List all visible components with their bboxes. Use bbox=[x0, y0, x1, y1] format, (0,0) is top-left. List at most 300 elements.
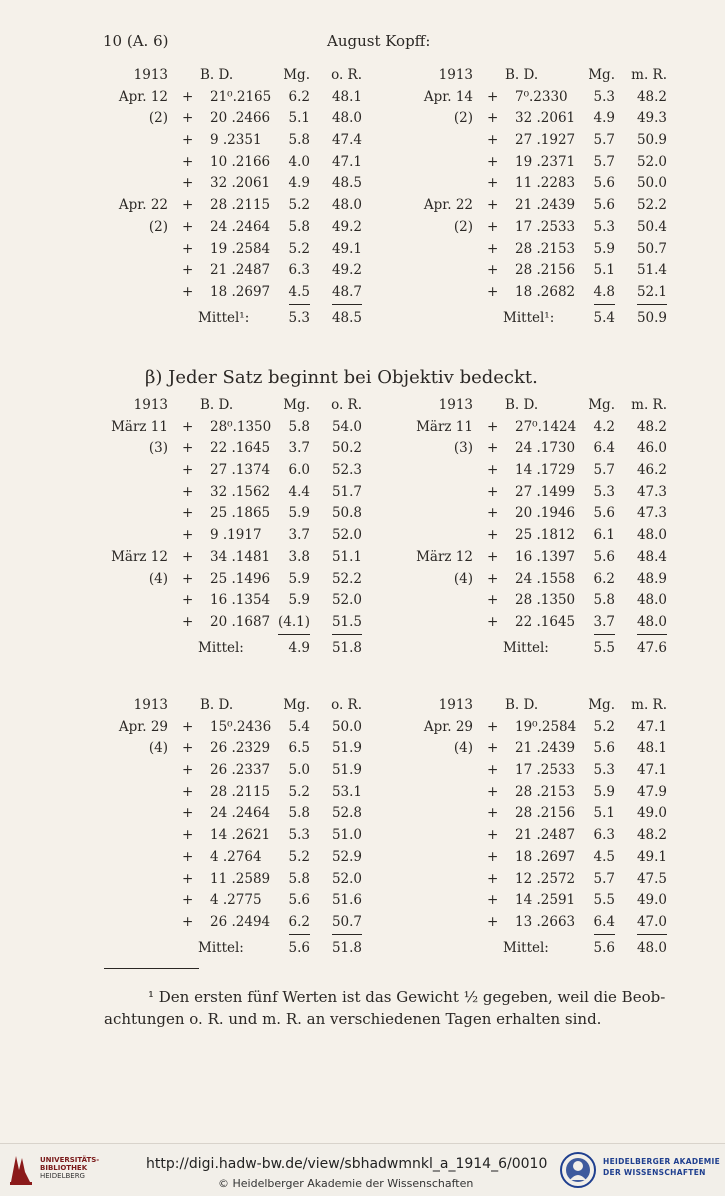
mittel-label: Mittel: bbox=[198, 639, 244, 656]
cell-r: 52.2 bbox=[331, 570, 362, 587]
cell-bd: 18 .2682 bbox=[515, 283, 576, 300]
cell-sign: + bbox=[182, 613, 194, 630]
cell-bd: 28 .2156 bbox=[515, 805, 576, 822]
cell-mg: 5.6 bbox=[593, 175, 615, 192]
cell-bd: 21⁰.2165 bbox=[210, 88, 272, 105]
cell-bd: 34 .1481 bbox=[210, 548, 271, 565]
table-6 bbox=[405, 695, 695, 959]
cell-bd: 26 .2329 bbox=[210, 740, 271, 757]
mittel-row bbox=[100, 308, 380, 330]
table-row bbox=[100, 525, 380, 547]
table-row bbox=[405, 890, 695, 912]
cell-date: März 12 bbox=[111, 548, 168, 565]
cell-sign: + bbox=[182, 175, 194, 192]
mittel-mg: 5.6 bbox=[593, 939, 615, 956]
cell-sign: + bbox=[182, 527, 194, 544]
academy-name-1: HEIDELBERGER AKADEMIE bbox=[603, 1157, 721, 1166]
cell-sign: + bbox=[182, 762, 194, 779]
cell-bd: 28⁰.1350 bbox=[210, 418, 272, 435]
table-row bbox=[100, 108, 380, 130]
table-row bbox=[405, 503, 695, 525]
cell-r: 48.4 bbox=[636, 548, 667, 565]
mittel-row bbox=[100, 638, 380, 660]
cell-sign: + bbox=[182, 440, 194, 457]
table-row bbox=[100, 417, 380, 439]
cell-r: 50.7 bbox=[332, 912, 362, 935]
cell-date: (4) bbox=[148, 740, 168, 757]
page-number: 10 (A. 6) bbox=[103, 32, 169, 50]
cell-r: 50.8 bbox=[331, 505, 362, 522]
footnote-rule bbox=[104, 968, 199, 969]
cell-r: 51.9 bbox=[331, 740, 362, 757]
cell-sign: + bbox=[487, 175, 499, 192]
cell-sign: + bbox=[487, 762, 499, 779]
cell-date: (3) bbox=[453, 440, 473, 457]
cell-bd: 19 .2371 bbox=[515, 153, 576, 170]
table-header-row bbox=[405, 65, 695, 87]
cell-mg: 5.6 bbox=[593, 740, 615, 757]
cell-mg: 4.5 bbox=[289, 282, 310, 305]
cell-sign: + bbox=[182, 197, 194, 214]
cell-r: 51.4 bbox=[636, 262, 667, 279]
cell-mg: 5.2 bbox=[288, 240, 310, 257]
cell-mg: 4.4 bbox=[288, 483, 310, 500]
cell-r: 51.6 bbox=[331, 892, 362, 909]
cell-sign: + bbox=[182, 783, 194, 800]
cell-r: 50.0 bbox=[636, 175, 667, 192]
cell-mg: 5.9 bbox=[593, 783, 615, 800]
cell-r: 46.2 bbox=[636, 462, 667, 479]
cell-mg: 6.3 bbox=[288, 262, 310, 279]
cell-sign: + bbox=[487, 527, 499, 544]
academy-seal-icon bbox=[560, 1150, 596, 1190]
mittel-mg: 4.9 bbox=[288, 639, 310, 656]
table-2 bbox=[405, 65, 695, 329]
cell-date: (2) bbox=[148, 110, 168, 127]
cell-mg: 5.1 bbox=[288, 110, 310, 127]
cell-mg: 6.1 bbox=[593, 527, 615, 544]
cell-sign: + bbox=[182, 262, 194, 279]
cell-sign: + bbox=[182, 462, 194, 479]
header-year: 1913 bbox=[133, 397, 168, 413]
cell-bd: 21 .2439 bbox=[515, 197, 576, 214]
cell-mg: 3.7 bbox=[288, 527, 310, 544]
cell-bd: 28 .1350 bbox=[515, 592, 576, 609]
cell-mg: 5.3 bbox=[593, 762, 615, 779]
cell-r: 48.0 bbox=[331, 197, 362, 214]
mittel-mg: 5.6 bbox=[288, 939, 310, 956]
cell-bd: 18 .2697 bbox=[210, 283, 271, 300]
cell-mg: 6.0 bbox=[288, 462, 310, 479]
cell-r: 46.0 bbox=[636, 440, 667, 457]
cell-date: (4) bbox=[453, 570, 473, 587]
table-row bbox=[405, 590, 695, 612]
section-title: β) Jeder Satz beginnt bei Objektiv bedeckt. bbox=[145, 367, 538, 388]
table-row bbox=[405, 460, 695, 482]
cell-mg: (4.1) bbox=[278, 612, 310, 635]
cell-date: (2) bbox=[453, 218, 473, 235]
cell-mg: 4.0 bbox=[288, 153, 310, 170]
table-4 bbox=[405, 395, 695, 659]
mittel-row bbox=[100, 938, 380, 960]
cell-bd: 27⁰.1424 bbox=[515, 418, 577, 435]
cell-r: 48.1 bbox=[636, 740, 667, 757]
cell-mg: 3.7 bbox=[594, 612, 615, 635]
cell-r: 48.2 bbox=[636, 418, 667, 435]
cell-r: 52.2 bbox=[636, 197, 667, 214]
table-row bbox=[405, 738, 695, 760]
cell-mg: 5.0 bbox=[288, 762, 310, 779]
cell-sign: + bbox=[487, 827, 499, 844]
table-row bbox=[405, 417, 695, 439]
cell-r: 51.9 bbox=[331, 762, 362, 779]
cell-sign: + bbox=[182, 153, 194, 170]
cell-mg: 5.8 bbox=[593, 592, 615, 609]
table-header-row bbox=[100, 695, 380, 717]
cell-bd: 14 .1729 bbox=[515, 462, 576, 479]
cell-mg: 5.6 bbox=[288, 892, 310, 909]
header-mg: Mg. bbox=[588, 397, 615, 413]
cell-r: 52.0 bbox=[636, 153, 667, 170]
cell-sign: + bbox=[182, 913, 194, 930]
cell-sign: + bbox=[487, 132, 499, 149]
cell-bd: 32 .2061 bbox=[515, 110, 576, 127]
table-row bbox=[405, 717, 695, 739]
cell-bd: 20 .1687 bbox=[210, 613, 271, 630]
library-logo-icon bbox=[8, 1152, 34, 1186]
cell-r: 49.2 bbox=[331, 262, 362, 279]
cell-r: 48.1 bbox=[331, 88, 362, 105]
cell-mg: 6.5 bbox=[288, 740, 310, 757]
cell-mg: 4.5 bbox=[593, 848, 615, 865]
cell-r: 48.0 bbox=[331, 110, 362, 127]
cell-sign: + bbox=[487, 483, 499, 500]
cell-sign: + bbox=[182, 592, 194, 609]
table-row bbox=[405, 547, 695, 569]
cell-sign: + bbox=[182, 740, 194, 757]
cell-r: 54.0 bbox=[331, 418, 362, 435]
cell-bd: 9 .1917 bbox=[210, 527, 262, 544]
cell-sign: + bbox=[487, 913, 499, 930]
cell-bd: 10 .2166 bbox=[210, 153, 271, 170]
footnote-line-1: ¹ Den ersten fünf Werten ist das Gewicht ½ gegeben, weil die Beob- bbox=[148, 988, 666, 1006]
cell-r: 47.9 bbox=[636, 783, 667, 800]
cell-date: März 11 bbox=[416, 418, 473, 435]
cell-mg: 6.2 bbox=[288, 88, 310, 105]
cell-mg: 5.2 bbox=[288, 197, 310, 214]
mittel-r: 51.8 bbox=[331, 639, 362, 656]
table-row bbox=[100, 782, 380, 804]
cell-bd: 32 .1562 bbox=[210, 483, 271, 500]
mittel-r: 47.6 bbox=[636, 639, 667, 656]
cell-r: 47.0 bbox=[637, 912, 667, 935]
cell-mg: 5.2 bbox=[288, 848, 310, 865]
mittel-row bbox=[405, 938, 695, 960]
table-row bbox=[405, 282, 695, 304]
cell-date: Apr. 12 bbox=[118, 88, 168, 105]
copyright: © Heidelberger Akademie der Wissenschaften bbox=[218, 1177, 474, 1190]
cell-sign: + bbox=[487, 548, 499, 565]
cell-r: 48.0 bbox=[637, 612, 667, 635]
cell-r: 50.7 bbox=[636, 240, 667, 257]
cell-sign: + bbox=[182, 240, 194, 257]
header-bd: B. D. bbox=[200, 397, 234, 413]
cell-mg: 5.2 bbox=[593, 718, 615, 735]
table-row bbox=[100, 282, 380, 304]
cell-r: 49.3 bbox=[636, 110, 667, 127]
cell-r: 51.1 bbox=[331, 548, 362, 565]
cell-r: 52.0 bbox=[331, 592, 362, 609]
table-row bbox=[405, 152, 695, 174]
cell-mg: 4.9 bbox=[288, 175, 310, 192]
cell-r: 47.1 bbox=[331, 153, 362, 170]
table-row bbox=[100, 239, 380, 261]
cell-sign: + bbox=[487, 592, 499, 609]
cell-mg: 6.3 bbox=[593, 827, 615, 844]
table-row bbox=[405, 803, 695, 825]
cell-mg: 5.9 bbox=[288, 592, 310, 609]
header-r: m. R. bbox=[631, 397, 667, 413]
table-row bbox=[100, 503, 380, 525]
cell-sign: + bbox=[487, 613, 499, 630]
cell-r: 49.1 bbox=[636, 848, 667, 865]
cell-bd: 17 .2533 bbox=[515, 762, 576, 779]
cell-bd: 16 .1397 bbox=[515, 548, 576, 565]
cell-mg: 5.9 bbox=[288, 505, 310, 522]
cell-bd: 28 .2115 bbox=[210, 197, 271, 214]
header-mg: Mg. bbox=[283, 397, 310, 413]
cell-sign: + bbox=[182, 218, 194, 235]
table-row bbox=[405, 239, 695, 261]
table-row bbox=[100, 569, 380, 591]
table-row bbox=[100, 87, 380, 109]
table-row bbox=[100, 912, 380, 934]
cell-sign: + bbox=[182, 283, 194, 300]
table-row bbox=[100, 547, 380, 569]
cell-r: 50.0 bbox=[331, 718, 362, 735]
table-row bbox=[405, 569, 695, 591]
cell-date: Apr. 22 bbox=[423, 197, 473, 214]
cell-bd: 27 .1927 bbox=[515, 132, 576, 149]
table-row bbox=[100, 717, 380, 739]
cell-bd: 18 .2697 bbox=[515, 848, 576, 865]
cell-bd: 24 .2464 bbox=[210, 805, 271, 822]
cell-r: 49.2 bbox=[331, 218, 362, 235]
table-row bbox=[405, 782, 695, 804]
cell-mg: 5.8 bbox=[288, 218, 310, 235]
header-mg: Mg. bbox=[588, 697, 615, 713]
cell-bd: 7⁰.2330 bbox=[515, 88, 568, 105]
library-name-2: BIBLIOTHEK bbox=[40, 1164, 88, 1172]
cell-sign: + bbox=[487, 197, 499, 214]
cell-mg: 5.6 bbox=[593, 548, 615, 565]
cell-bd: 24 .1558 bbox=[515, 570, 576, 587]
cell-r: 48.0 bbox=[636, 592, 667, 609]
library-name-3: HEIDELBERG bbox=[40, 1172, 85, 1180]
table-row bbox=[405, 217, 695, 239]
cell-r: 48.2 bbox=[636, 88, 667, 105]
table-row bbox=[100, 482, 380, 504]
table-1 bbox=[100, 65, 380, 329]
cell-mg: 5.3 bbox=[593, 483, 615, 500]
header-bd: B. D. bbox=[505, 697, 539, 713]
cell-sign: + bbox=[182, 805, 194, 822]
cell-bd: 21 .2439 bbox=[515, 740, 576, 757]
cell-mg: 5.8 bbox=[288, 805, 310, 822]
cell-mg: 5.1 bbox=[593, 262, 615, 279]
cell-sign: + bbox=[487, 262, 499, 279]
cell-bd: 17 .2533 bbox=[515, 218, 576, 235]
cell-r: 48.9 bbox=[636, 570, 667, 587]
header-year: 1913 bbox=[133, 697, 168, 713]
cell-r: 51.7 bbox=[331, 483, 362, 500]
table-row bbox=[100, 590, 380, 612]
table-row bbox=[405, 108, 695, 130]
cell-date: (4) bbox=[453, 740, 473, 757]
cell-r: 52.8 bbox=[331, 805, 362, 822]
mittel-row bbox=[405, 638, 695, 660]
cell-mg: 5.7 bbox=[593, 870, 615, 887]
cell-r: 52.9 bbox=[331, 848, 362, 865]
mittel-mg: 5.3 bbox=[288, 309, 310, 326]
cell-bd: 32 .2061 bbox=[210, 175, 271, 192]
cell-sign: + bbox=[487, 783, 499, 800]
header-bd: B. D. bbox=[200, 697, 234, 713]
cell-sign: + bbox=[182, 870, 194, 887]
cell-r: 51.0 bbox=[331, 827, 362, 844]
cell-bd: 21 .2487 bbox=[515, 827, 576, 844]
cell-mg: 5.8 bbox=[288, 418, 310, 435]
table-row bbox=[100, 195, 380, 217]
cell-bd: 11 .2283 bbox=[515, 175, 576, 192]
cell-date: Apr. 14 bbox=[423, 88, 473, 105]
cell-sign: + bbox=[487, 870, 499, 887]
cell-bd: 27 .1374 bbox=[210, 462, 271, 479]
table-row bbox=[100, 738, 380, 760]
cell-bd: 25 .1865 bbox=[210, 505, 271, 522]
cell-r: 52.0 bbox=[331, 870, 362, 887]
cell-r: 49.0 bbox=[636, 805, 667, 822]
cell-sign: + bbox=[487, 440, 499, 457]
table-row bbox=[100, 890, 380, 912]
cell-bd: 9 .2351 bbox=[210, 132, 262, 149]
table-5 bbox=[100, 695, 380, 959]
cell-sign: + bbox=[487, 283, 499, 300]
mittel-r: 50.9 bbox=[636, 309, 667, 326]
table-row bbox=[100, 612, 380, 634]
cell-bd: 24 .2464 bbox=[210, 218, 271, 235]
table-row bbox=[405, 525, 695, 547]
mittel-r: 48.0 bbox=[636, 939, 667, 956]
table-row bbox=[100, 847, 380, 869]
cell-sign: + bbox=[487, 805, 499, 822]
table-row bbox=[100, 217, 380, 239]
cell-bd: 16 .1354 bbox=[210, 592, 271, 609]
cell-mg: 6.4 bbox=[593, 440, 615, 457]
cell-bd: 14 .2591 bbox=[515, 892, 576, 909]
cell-r: 50.2 bbox=[331, 440, 362, 457]
cell-r: 48.2 bbox=[636, 827, 667, 844]
cell-r: 50.4 bbox=[636, 218, 667, 235]
header-mg: Mg. bbox=[283, 67, 310, 83]
mittel-label: Mittel¹: bbox=[198, 309, 250, 326]
table-row bbox=[405, 869, 695, 891]
table-row bbox=[100, 869, 380, 891]
header-r: o. R. bbox=[331, 697, 362, 713]
header-year: 1913 bbox=[438, 697, 473, 713]
table-row bbox=[100, 260, 380, 282]
cell-r: 53.1 bbox=[331, 783, 362, 800]
header-r: o. R. bbox=[331, 397, 362, 413]
cell-sign: + bbox=[182, 110, 194, 127]
cell-mg: 4.8 bbox=[594, 282, 615, 305]
permalink[interactable]: http://digi.hadw-bw.de/view/sbhadwmnkl_a_1914_6/0010 bbox=[146, 1156, 548, 1172]
cell-bd: 22 .1645 bbox=[210, 440, 271, 457]
mittel-label: Mittel: bbox=[503, 939, 549, 956]
table-row bbox=[405, 438, 695, 460]
cell-bd: 4 .2775 bbox=[210, 892, 262, 909]
table-row bbox=[100, 152, 380, 174]
cell-sign: + bbox=[487, 110, 499, 127]
cell-bd: 21 .2487 bbox=[210, 262, 271, 279]
library-name-1: UNIVERSITÄTS- bbox=[40, 1156, 100, 1164]
table-row bbox=[405, 195, 695, 217]
cell-r: 50.9 bbox=[636, 132, 667, 149]
cell-bd: 13 .2663 bbox=[515, 913, 576, 930]
cell-mg: 4.9 bbox=[593, 110, 615, 127]
cell-r: 48.7 bbox=[332, 282, 362, 305]
cell-r: 52.3 bbox=[331, 462, 362, 479]
cell-sign: + bbox=[182, 718, 194, 735]
cell-sign: + bbox=[487, 505, 499, 522]
cell-bd: 20 .1946 bbox=[515, 505, 576, 522]
footer-bar bbox=[0, 1143, 725, 1196]
cell-r: 47.3 bbox=[636, 505, 667, 522]
header-r: o. R. bbox=[331, 67, 362, 83]
cell-bd: 28 .2153 bbox=[515, 783, 576, 800]
cell-mg: 6.2 bbox=[289, 912, 310, 935]
cell-r: 47.5 bbox=[636, 870, 667, 887]
cell-r: 51.5 bbox=[332, 612, 362, 635]
cell-mg: 5.2 bbox=[288, 783, 310, 800]
cell-sign: + bbox=[487, 418, 499, 435]
header-bd: B. D. bbox=[200, 67, 234, 83]
cell-r: 49.0 bbox=[636, 892, 667, 909]
table-row bbox=[405, 825, 695, 847]
cell-r: 48.0 bbox=[636, 527, 667, 544]
cell-bd: 26 .2337 bbox=[210, 762, 271, 779]
mittel-row bbox=[405, 308, 695, 330]
cell-bd: 25 .1496 bbox=[210, 570, 271, 587]
cell-sign: + bbox=[487, 740, 499, 757]
cell-bd: 12 .2572 bbox=[515, 870, 576, 887]
table-row bbox=[405, 847, 695, 869]
cell-sign: + bbox=[182, 505, 194, 522]
table-row bbox=[405, 87, 695, 109]
header-year: 1913 bbox=[438, 67, 473, 83]
header-year: 1913 bbox=[133, 67, 168, 83]
cell-bd: 20 .2466 bbox=[210, 110, 271, 127]
table-row bbox=[100, 438, 380, 460]
mittel-r: 51.8 bbox=[331, 939, 362, 956]
cell-date: (2) bbox=[148, 218, 168, 235]
table-3 bbox=[100, 395, 380, 659]
table-row bbox=[405, 482, 695, 504]
table-header-row bbox=[100, 65, 380, 87]
cell-r: 52.0 bbox=[331, 527, 362, 544]
cell-bd: 26 .2494 bbox=[210, 913, 271, 930]
cell-bd: 11 .2589 bbox=[210, 870, 271, 887]
